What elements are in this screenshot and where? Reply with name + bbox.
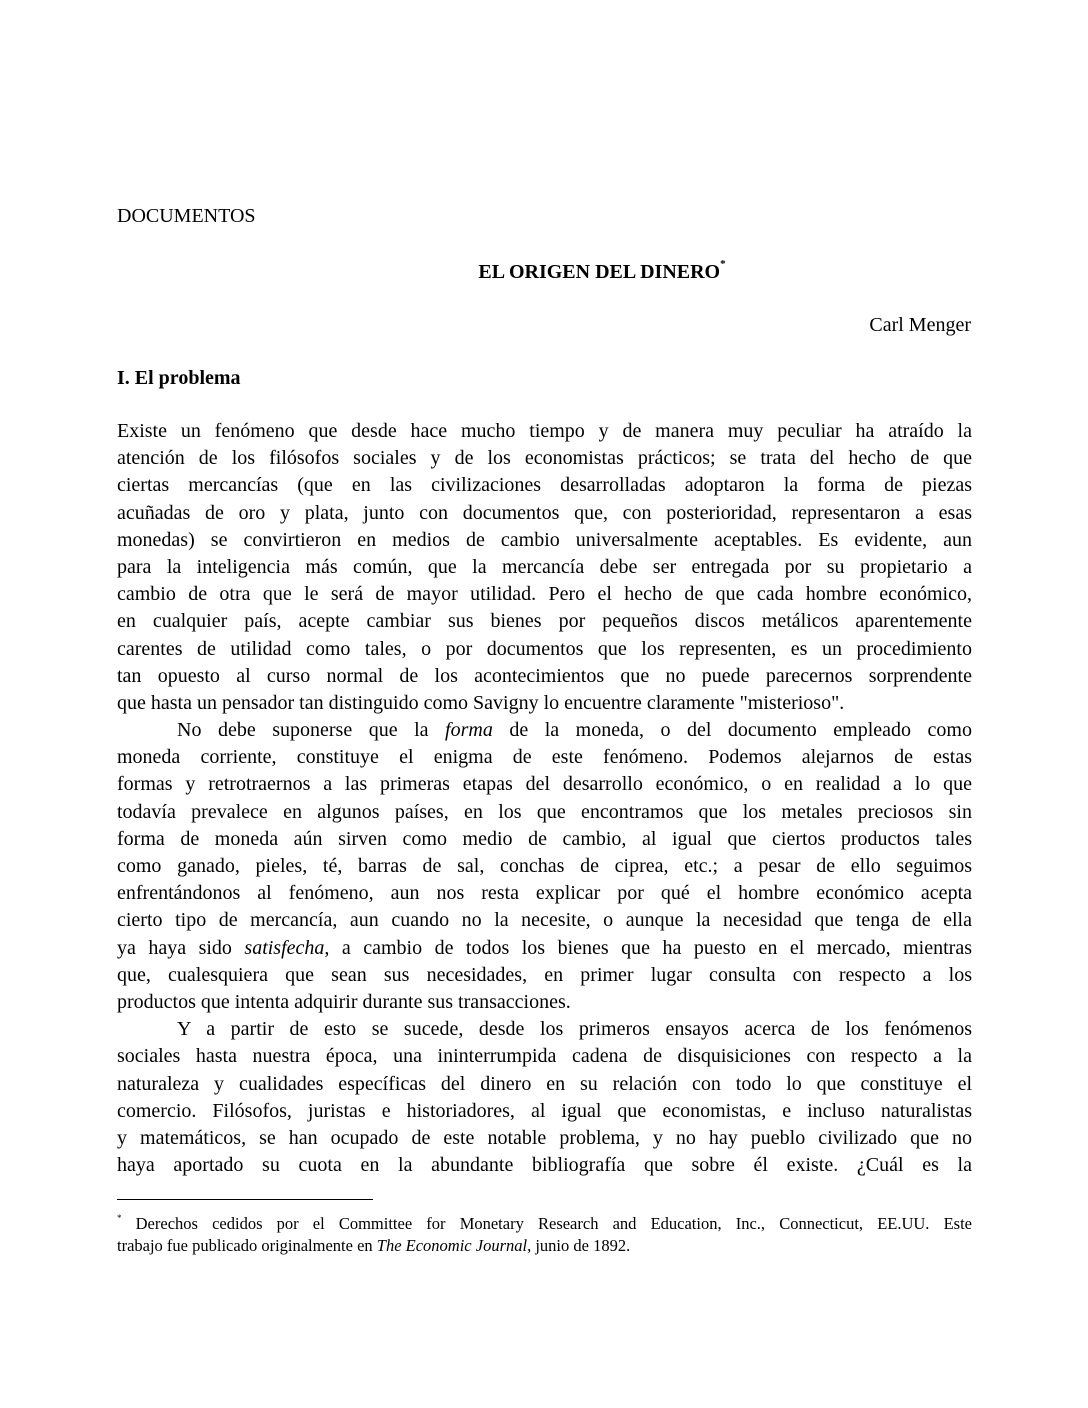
text-line: tan opuesto al curso normal de los acontecimientos que no puede parecernos sorprendente bbox=[117, 664, 972, 687]
text-span: de la moneda, o del documento empleado como bbox=[492, 719, 972, 742]
text-line: formas y retrotraernos a las primeras etapas del desarrollo económico, o en realidad a lo que bbox=[117, 773, 972, 796]
text-line: moneda corriente, constituye el enigma de este fenómeno. Podemos alejarnos de estas bbox=[117, 746, 972, 769]
italic-term: forma bbox=[445, 719, 493, 742]
footnote-separator bbox=[117, 1199, 373, 1200]
text-line: sociales hasta nuestra época, una ininterrumpida cadena de disquisiciones con respecto a la bbox=[117, 1045, 972, 1068]
text-line: cambio de otra que le será de mayor utilidad. Pero el hecho de que cada hombre económico, bbox=[117, 583, 972, 606]
article-title-text bbox=[478, 258, 726, 283]
footnote-line bbox=[117, 1213, 972, 1235]
author-name: Carl Menger bbox=[869, 314, 971, 336]
footnote-marker: * bbox=[117, 1212, 122, 1223]
paragraph-1 bbox=[117, 418, 972, 717]
text-line: que, cualesquiera que sean sus necesidades, en primer lugar consulta con respecto a los bbox=[117, 963, 972, 986]
text-line: comercio. Filósofos, juristas e historiadores, al igual que economistas, e incluso naturalistas bbox=[117, 1099, 972, 1122]
text-line: Y a partir de esto se sucede, desde los primeros ensayos acerca de los fenómenos bbox=[177, 1018, 972, 1041]
text-line: todavía prevalece en algunos países, en los que encontramos que los metales preciosos sin bbox=[117, 800, 972, 823]
text-span: , a cambio de todos los bienes que ha puesto en el mercado, mientras bbox=[324, 936, 972, 959]
text-span: Derechos cedidos por el Committee for Monetary Research and Education, Inc., Connecticut, EE.UU. Este bbox=[121, 1214, 972, 1233]
text-span: , junio de 1892. bbox=[527, 1236, 631, 1255]
text-line bbox=[117, 717, 972, 744]
text-line: cierto tipo de mercancía, aun cuando no la necesite, o aunque la necesidad que tenga de ella bbox=[117, 909, 972, 932]
text-line: monedas) se convirtieron en medios de cambio universalmente aceptables. Es evidente, aun bbox=[117, 528, 972, 551]
text-line: enfrentándonos al fenómeno, aun nos resta explicar por qué el hombre económico acepta bbox=[117, 882, 972, 905]
text-line: como ganado, pieles, té, barras de sal, conchas de ciprea, etc.; a pesar de ello seguimos bbox=[117, 855, 972, 877]
paragraph-3 bbox=[117, 1016, 972, 1179]
body-text bbox=[117, 418, 972, 1179]
section-label: DOCUMENTOS bbox=[117, 205, 256, 227]
footnote bbox=[117, 1213, 972, 1257]
footnote-line bbox=[117, 1235, 972, 1257]
italic-term: satisfecha bbox=[244, 936, 325, 959]
text-span: ya haya sido bbox=[117, 936, 245, 959]
text-line: productos que intenta adquirir durante sus transacciones. bbox=[117, 990, 571, 1013]
text-line: Existe un fenómeno que desde hace mucho tiempo y de manera muy peculiar ha atraído la bbox=[117, 420, 972, 442]
text-span: trabajo fue publicado originalmente en bbox=[117, 1236, 377, 1255]
text-line: forma de moneda aún sirven como medio de cambio, al igual que ciertos productos tales bbox=[117, 827, 972, 850]
text-line: que hasta un pensador tan distinguido como Savigny lo encuentre claramente "misterioso". bbox=[117, 691, 845, 714]
section-heading: I. El problema bbox=[117, 367, 241, 389]
paragraph-2 bbox=[117, 717, 972, 1016]
text-line: atención de los filósofos sociales y de los economistas prácticos; se trata del hecho de que bbox=[117, 447, 972, 470]
title-text: EL ORIGEN DEL DINERO bbox=[478, 261, 721, 283]
text-line: para la inteligencia más común, que la mercancía debe ser entregada por su propietario a bbox=[117, 555, 972, 578]
text-line: carentes de utilidad como tales, o por documentos que los representen, es un procedimiento bbox=[117, 637, 972, 660]
article-title bbox=[0, 260, 1088, 284]
text-line bbox=[117, 935, 972, 962]
text-line: naturaleza y cualidades específicas del dinero en su relación con todo lo que constituye el bbox=[117, 1072, 972, 1095]
text-line: haya aportado su cuota en la abundante bibliografía que sobre él existe. ¿Cuál es la bbox=[117, 1154, 972, 1177]
text-line: ciertas mercancías (que en las civilizaciones desarrolladas adoptaron la forma de piezas bbox=[117, 474, 972, 497]
text-line: y matemáticos, se han ocupado de este notable problema, y no hay pueblo civilizado que no bbox=[117, 1126, 972, 1149]
text-line: en cualquier país, acepte cambiar sus bienes por pequeños discos metálicos aparentemente bbox=[117, 610, 972, 633]
title-footnote-marker: * bbox=[720, 258, 726, 271]
journal-title: The Economic Journal bbox=[376, 1236, 528, 1255]
text-span: No debe suponerse que la bbox=[177, 719, 446, 742]
text-line: acuñadas de oro y plata, junto con documentos que, con posterioridad, representaron a esas bbox=[117, 501, 972, 524]
